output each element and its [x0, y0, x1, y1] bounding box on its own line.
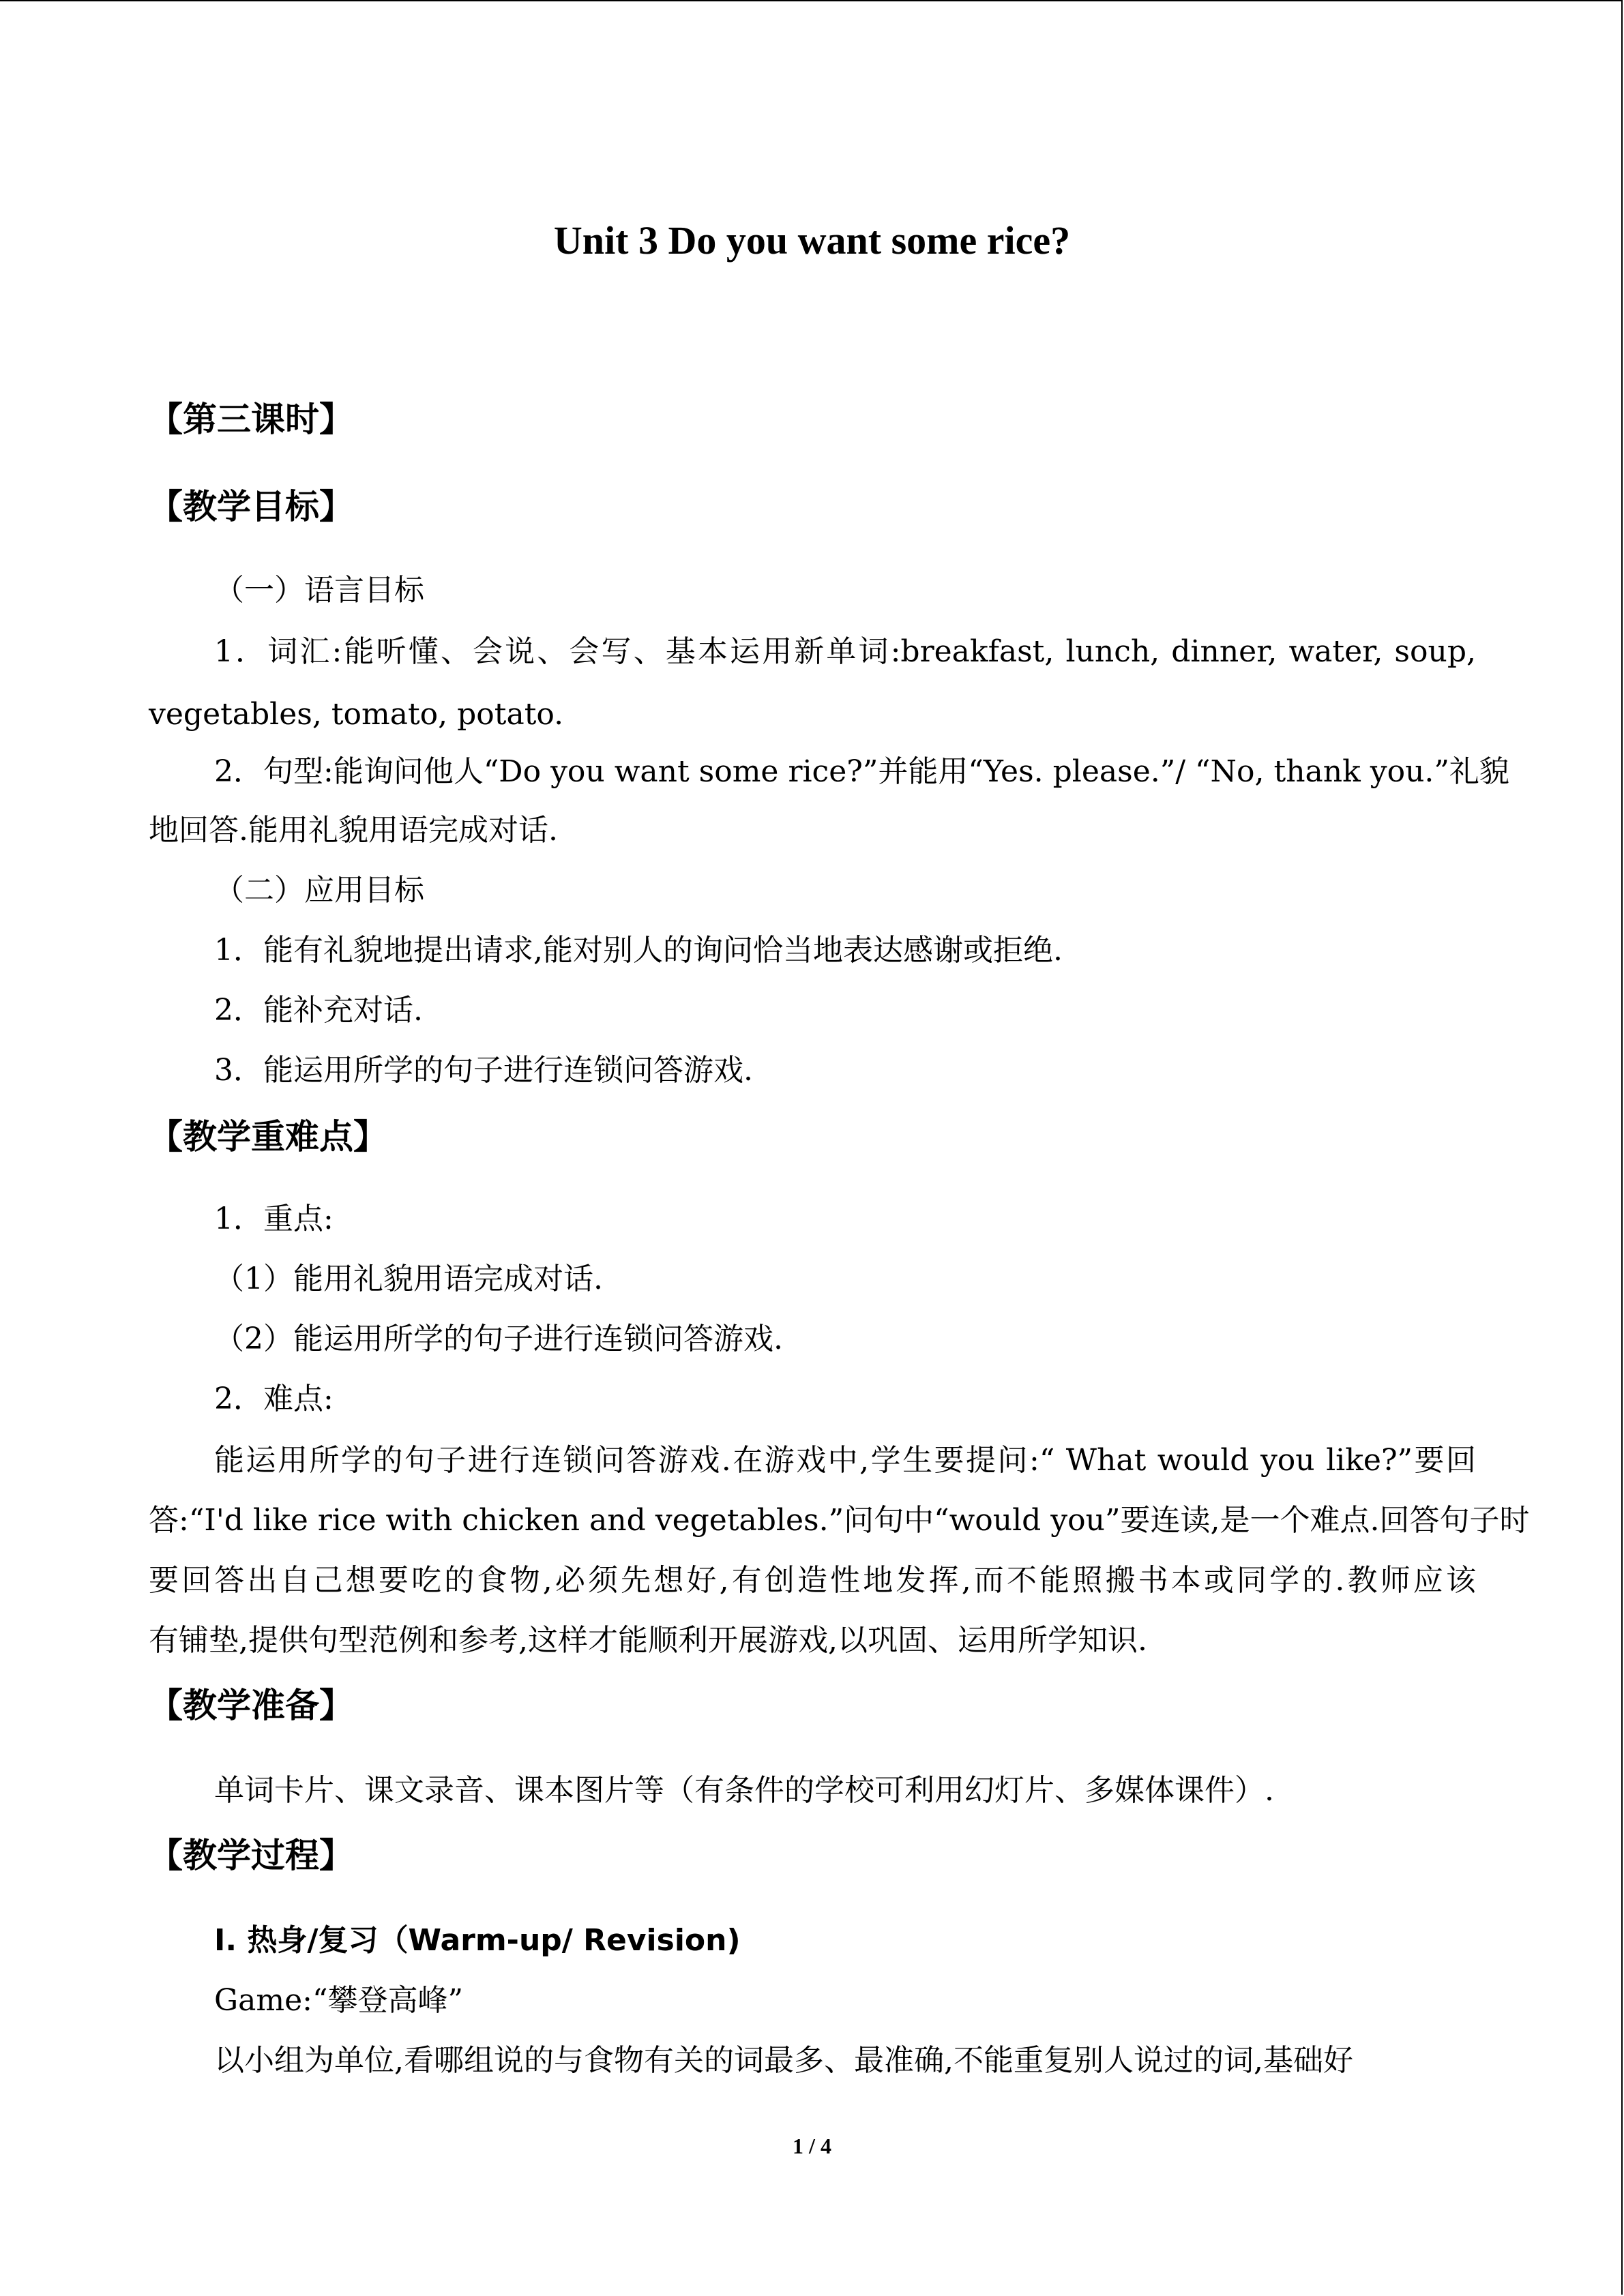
difficulty-title: 2．难点:	[214, 1382, 334, 1416]
document-title: Unit 3 Do you want some rice?	[553, 218, 1071, 263]
process-game: Game:“攀登高峰”	[214, 1983, 463, 2018]
difficulty-line-2: 答:“I'd like rice with chicken and vegetables.”问句中“would you”要连读,是一个难点.回答句子时	[149, 1503, 1530, 1538]
application-objective-title: （二）应用目标	[214, 873, 424, 908]
objective-item-1-line-2: vegetables, tomato, potato.	[149, 697, 564, 732]
focus-item-1: （1）能用礼貌用语完成对话.	[214, 1262, 603, 1296]
application-item-3: 3．能运用所学的句子进行连锁问答游戏.	[214, 1053, 753, 1088]
difficulty-line-4: 有铺垫,提供句型范例和参考,这样才能顺利开展游戏,以巩固、运用所学知识.	[149, 1623, 1147, 1658]
heading-preparation: 【教学准备】	[149, 1686, 353, 1725]
difficulty-line-3: 要回答出自己想要吃的食物,必须先想好,有创造性地发挥,而不能照搬书本或同学的.教师应该	[149, 1563, 1476, 1598]
objective-item-2-line-1: 2．句型:能询问他人“Do you want some rice?”并能用“Yes. please.”/ “No, thank you.”礼貌	[214, 754, 1509, 789]
process-game-description: 以小组为单位,看哪组说的与食物有关的词最多、最准确,不能重复别人说过的词,基础好	[214, 2043, 1353, 2078]
application-item-1: 1．能有礼貌地提出请求,能对别人的询问恰当地表达感谢或拒绝.	[214, 933, 1063, 968]
heading-objectives: 【教学目标】	[149, 487, 353, 526]
heading-key-points: 【教学重难点】	[149, 1117, 387, 1157]
objective-item-2-line-2: 地回答.能用礼貌用语完成对话.	[149, 813, 558, 848]
objective-item-1-line-1: 1．词汇:能听懂、会说、会写、基本运用新单词:breakfast, lunch, dinner, water, soup,	[214, 634, 1476, 669]
focus-title: 1．重点:	[214, 1202, 334, 1236]
difficulty-line-1: 能运用所学的句子进行连锁问答游戏.在游戏中,学生要提问:“ What would you like?”要回	[214, 1443, 1476, 1478]
focus-item-2: （2）能运用所学的句子进行连锁问答游戏.	[214, 1322, 783, 1356]
preparation-text: 单词卡片、课文录音、课本图片等（有条件的学校可利用幻灯片、多媒体课件）.	[214, 1773, 1274, 1808]
language-objective-title: （一）语言目标	[214, 573, 424, 608]
heading-lesson: 【第三课时】	[149, 400, 353, 439]
page-number: 1 / 4	[793, 2134, 831, 2158]
process-step-1-title: I. 热身/复习（Warm-up/ Revision)	[214, 1923, 741, 1958]
heading-process: 【教学过程】	[149, 1836, 353, 1875]
application-item-2: 2．能补充对话.	[214, 993, 423, 1028]
